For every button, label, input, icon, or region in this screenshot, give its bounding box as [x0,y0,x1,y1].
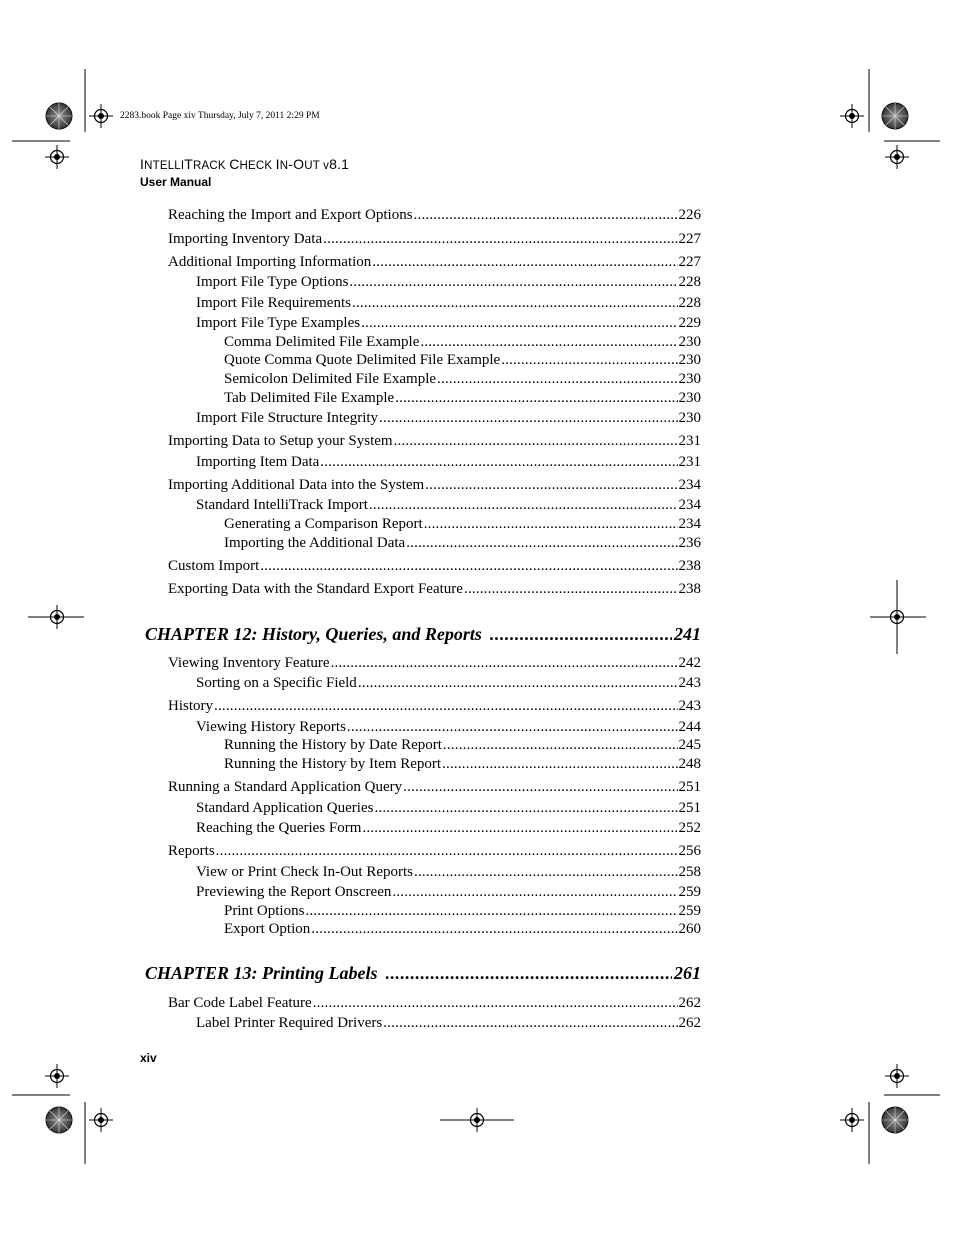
toc-chapter-heading[interactable]: CHAPTER 12: History, Queries, and Reports ..... 241 [145,623,701,645]
toc-entry[interactable]: Additional Importing Information ..... 227 [168,253,701,271]
toc-entry[interactable]: Reaching the Import and Export Options ..... 226 [168,206,701,224]
toc-entry[interactable]: Print Options ..... 259 [224,902,701,920]
toc-entry[interactable]: Importing Item Data ..... 231 [196,453,701,471]
toc-entry[interactable]: Generating a Comparison Report ..... 234 [224,515,701,533]
toc-entry[interactable]: Viewing History Reports ..... 244 [196,718,701,736]
toc-entry[interactable]: Exporting Data with the Standard Export Feature ..... 238 [168,580,701,598]
toc-entry[interactable]: Running the History by Date Report ..... 245 [224,736,701,754]
toc-entry[interactable]: Comma Delimited File Example ..... 230 [224,333,701,351]
toc-entry[interactable]: Standard Application Queries ..... 251 [196,799,701,817]
toc-entry[interactable]: Standard IntelliTrack Import ..... 234 [196,496,701,514]
toc-entry[interactable]: Running the History by Item Report ..... 248 [224,755,701,773]
page-number: xiv [140,1051,157,1065]
toc-entry[interactable]: Reaching the Queries Form ..... 252 [196,819,701,837]
toc-entry[interactable]: Importing the Additional Data ..... 236 [224,534,701,552]
toc-entry[interactable]: Reports ..... 256 [168,842,701,860]
toc-entry[interactable]: Tab Delimited File Example ..... 230 [224,389,701,407]
toc-entry[interactable]: Quote Comma Quote Delimited File Example ..... 230 [224,351,701,369]
toc-entry[interactable]: History ..... 243 [168,697,701,715]
toc-entry[interactable]: Running a Standard Application Query ..... 251 [168,778,701,796]
toc-entry[interactable]: Importing Data to Setup your System ..... 231 [168,432,701,450]
toc-entry[interactable]: Custom Import ..... 238 [168,557,701,575]
toc-entry[interactable]: Semicolon Delimited File Example ..... 230 [224,370,701,388]
toc-entry[interactable]: Label Printer Required Drivers ..... 262 [196,1014,701,1032]
toc-entry[interactable]: Import File Type Examples ..... 229 [196,314,701,332]
toc-entry[interactable]: View or Print Check In-Out Reports ..... 258 [196,863,701,881]
toc-entry[interactable]: Previewing the Report Onscreen ..... 259 [196,883,701,901]
print-slug: 2283.book Page xiv Thursday, July 7, 2011 2:29 PM [120,111,320,121]
toc-entry[interactable]: Importing Inventory Data ..... 227 [168,230,701,248]
toc-entry[interactable]: Viewing Inventory Feature ..... 242 [168,654,701,672]
running-title: INTELLITRACK CHECK IN-OUT v8.1 [140,156,350,172]
toc-entry[interactable]: Importing Additional Data into the System ..... 234 [168,476,701,494]
toc-entry[interactable]: Sorting on a Specific Field ..... 243 [196,674,701,692]
toc-chapter-heading[interactable]: CHAPTER 13: Printing Labels ..... 261 [145,962,701,984]
toc-entry[interactable]: Import File Type Options ..... 228 [196,273,701,291]
toc-entry[interactable]: Bar Code Label Feature ..... 262 [168,994,701,1012]
running-subtitle: User Manual [140,175,212,189]
toc-entry[interactable]: Export Option ..... 260 [224,920,701,938]
toc-entry[interactable]: Import File Requirements ..... 228 [196,294,701,312]
toc-entry[interactable]: Import File Structure Integrity ..... 230 [196,409,701,427]
